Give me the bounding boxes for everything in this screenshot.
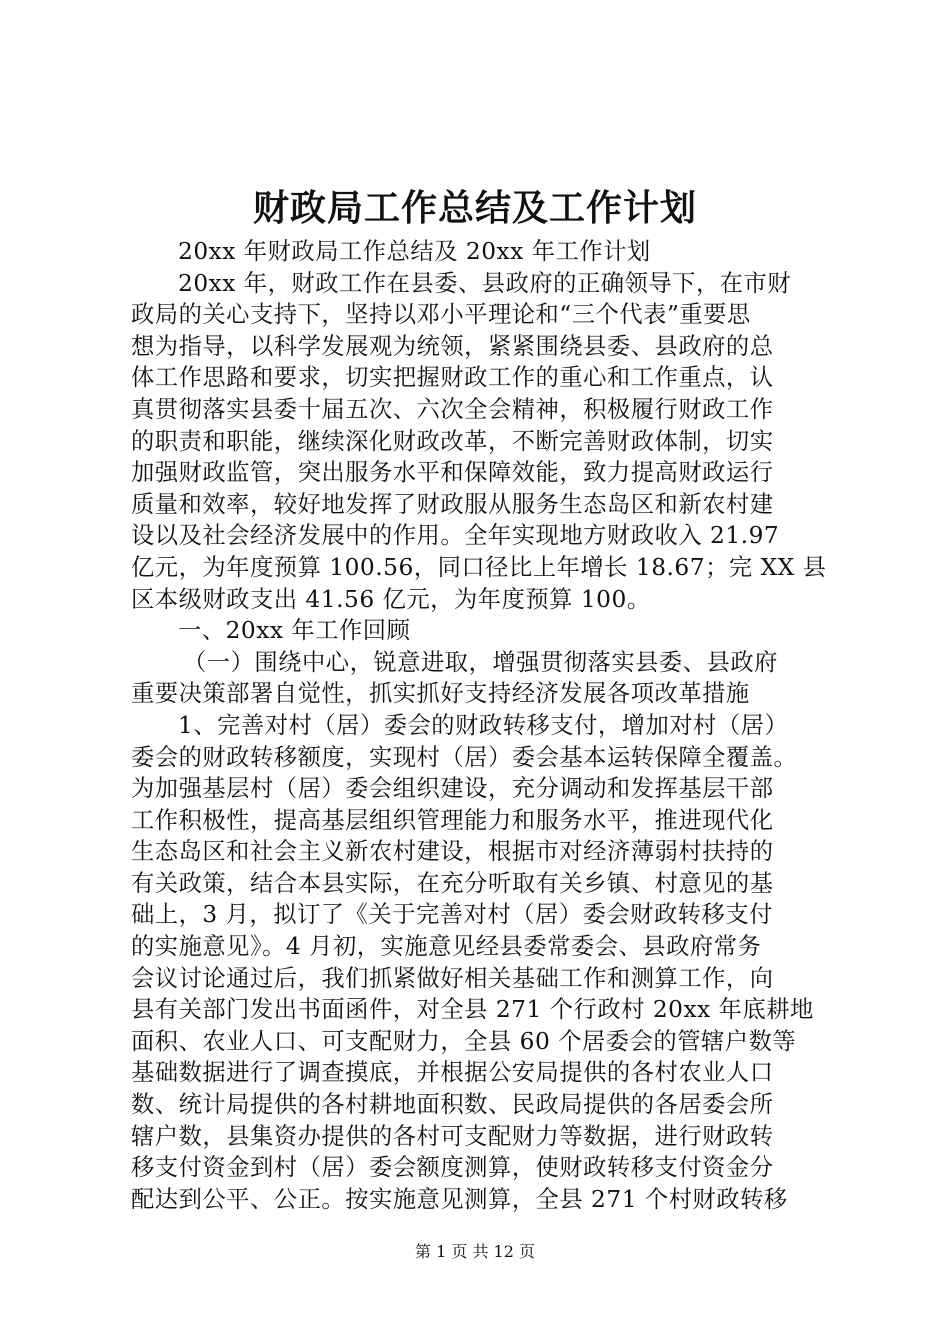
subsection-heading-line: 重要决策部署自觉性，抓实抓好支持经济发展各项改革措施 [131, 680, 750, 708]
paragraph-line: 辖户数，县集资办提供的各村可支配财力等数据，进行财政转 [131, 1122, 774, 1150]
section-heading: 一、20xx 年工作回顾 [178, 617, 411, 645]
paragraph-line: 的职责和职能，继续深化财政改革，不断完善财政体制，切实 [131, 427, 774, 455]
paragraph-line: 政局的关心支持下，坚持以邓小平理论和“三个代表”重要思 [131, 301, 751, 329]
paragraph-line: 础上，3 月，拟订了《关于完善对村（居）委会财政转移支付 [131, 901, 773, 929]
paragraph-line: 配达到公平、公正。按实施意见测算，全县 271 个村财政转移 [131, 1185, 788, 1213]
paragraph-line: 工作积极性，提高基层组织管理能力和服务水平，推进现代化 [131, 806, 774, 834]
paragraph-line: 移支付资金到村（居）委会额度测算，使财政转移支付资金分 [131, 1154, 774, 1182]
page-footer: 第 1 页 共 12 页 [415, 1242, 535, 1261]
paragraph-line: 基础数据进行了调查摸底，并根据公安局提供的各村农业人口 [131, 1059, 774, 1087]
paragraph-line: 会议讨论通过后，我们抓紧做好相关基础工作和测算工作，向 [131, 964, 774, 992]
paragraph-line: 数、统计局提供的各村耕地面积数、民政局提供的各居委会所 [131, 1091, 774, 1119]
paragraph-line: 质量和效率，较好地发挥了财政服从服务生态岛区和新农村建 [131, 490, 774, 518]
paragraph-line: 面积、农业人口、可支配财力，全县 60 个居委会的管辖户数等 [131, 1027, 797, 1055]
paragraph-line: 有关政策，结合本县实际，在充分听取有关乡镇、村意见的基 [131, 869, 774, 897]
paragraph-line: 体工作思路和要求，切实把握财政工作的重心和工作重点，认 [131, 364, 774, 392]
paragraph-line: 委会的财政转移额度，实现村（居）委会基本运转保障全覆盖。 [131, 743, 798, 771]
document-body [131, 236, 831, 1215]
paragraph-line: 想为指导，以科学发展观为统领，紧紧围绕县委、县政府的总 [131, 332, 774, 360]
paragraph-line: 亿元，为年度预算 100.56，同口径比上年增长 18.67；完 XX 县 [131, 553, 827, 581]
document-title: 财政局工作总结及工作计划 [252, 187, 697, 229]
paragraph-line: 为加强基层村（居）委会组织建设，充分调动和发挥基层干部 [131, 775, 774, 803]
paragraph-line: 的实施意见》。4 月初，实施意见经县委常委会、县政府常务 [131, 933, 762, 961]
paragraph-line: 县有关部门发出书面函件，对全县 271 个行政村 20xx 年底耕地 [131, 996, 814, 1024]
subtitle-line: 20xx 年财政局工作总结及 20xx 年工作计划 [178, 238, 651, 265]
paragraph-line: 生态岛区和社会主义新农村建设，根据市对经济薄弱村扶持的 [131, 838, 774, 866]
paragraph-line: 区本级财政支出 41.56 亿元，为年度预算 100。 [131, 585, 651, 613]
subsection-heading: （一）围绕中心，锐意进取，增强贯彻落实县委、县政府 [183, 648, 778, 676]
paragraph-line: 真贯彻落实县委十届五次、六次全会精神，积极履行财政工作 [131, 395, 774, 423]
paragraph-line: 20xx 年，财政工作在县委、县政府的正确领导下，在市财 [178, 269, 792, 297]
paragraph-line: 设以及社会经济发展中的作用。全年实现地方财政收入 21.97 [131, 522, 780, 550]
paragraph-line: 加强财政监管，突出服务水平和保障效能，致力提高财政运行 [131, 459, 774, 487]
paragraph-line: 1、完善对村（居）委会的财政转移支付，增加对村（居） [178, 711, 789, 739]
